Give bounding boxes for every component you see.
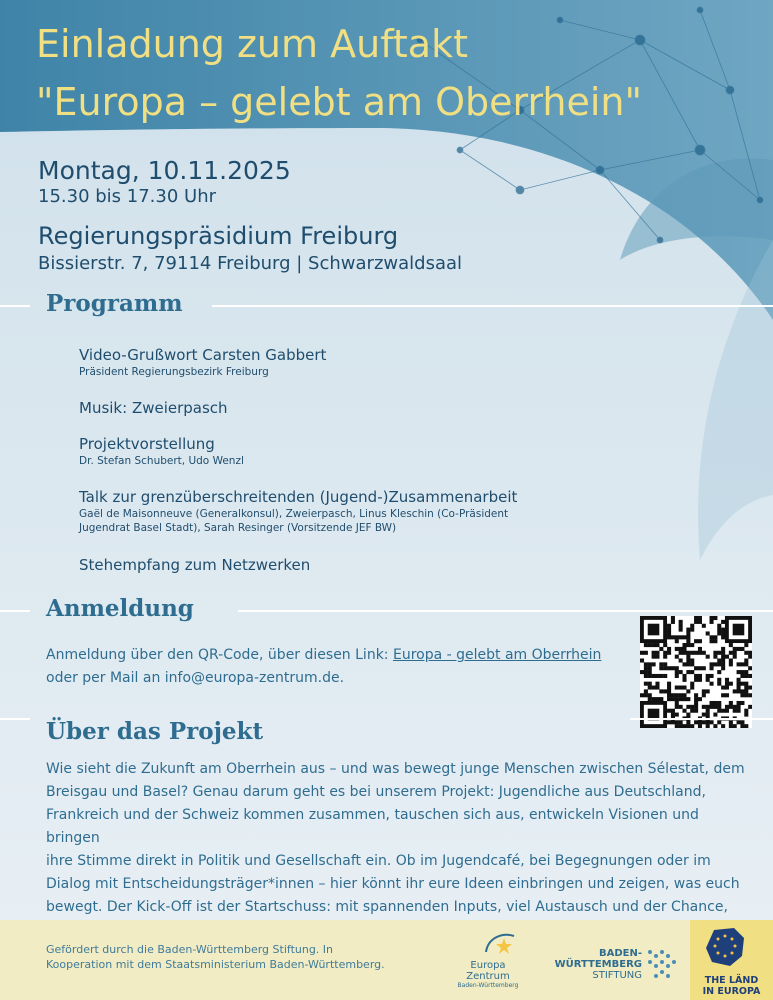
program-item-subtitle: Jugendrat Basel Stadt), Sarah Resinger (Vorsitzende JEF BW) — [79, 522, 397, 534]
europa-zentrum-logo — [448, 930, 528, 994]
section-divider — [0, 610, 30, 612]
program-item-title: Musik: Zweierpasch — [79, 399, 228, 417]
projekt-line: Frankreich und der Schweiz kommen zusammen, tauschen sich aus, entwickeln Visionen und bringen — [46, 807, 699, 846]
projekt-text — [46, 758, 756, 942]
programm-heading: Programm — [46, 290, 183, 317]
event-address: Bissierstr. 7, 79114 Freiburg | Schwarzwaldsaal — [38, 253, 463, 274]
logo-text: BADEN- — [598, 948, 642, 959]
funding-text — [46, 942, 406, 972]
star-logo-icon — [482, 930, 518, 960]
program-item-title: Stehempfang zum Netzwerken — [79, 556, 311, 574]
funding-line: Gefördert durch die Baden-Württemberg Stiftung. In — [46, 943, 334, 956]
anmeldung-text — [46, 644, 601, 667]
section-divider — [630, 718, 773, 720]
logo-text: Baden-Württemberg — [457, 982, 519, 989]
logo-text: IN EUROPA — [702, 986, 761, 997]
program-item — [79, 346, 326, 379]
program-item — [79, 488, 517, 535]
registration-link[interactable]: Europa - gelebt am Oberrhein — [392, 647, 602, 663]
projekt-line: Dialog mit Entscheidungsträger*innen – hier könnt ihr eure Ideen einbringen und zeigen, was euch — [46, 876, 740, 892]
map-logo-icon — [704, 926, 748, 968]
projekt-line: Wie sieht die Zukunft am Oberrhein aus – und was bewegt junge Menschen zwischen Sélestat, dem — [46, 761, 745, 777]
program-item-subtitle: Gaël de Maisonneuve (Generalkonsul), Zweierpasch, Linus Kleschin (Co-Präsident — [79, 508, 509, 520]
bw-stiftung-logo — [540, 946, 680, 990]
section-divider — [212, 305, 773, 307]
event-venue: Regierungspräsidium Freiburg — [38, 222, 399, 250]
program-item-title: Projektvorstellung — [79, 435, 215, 453]
logo-text: Europa — [470, 960, 506, 971]
program-item — [79, 556, 310, 575]
program-item-subtitle: Dr. Stefan Schubert, Udo Wenzl — [79, 455, 244, 467]
qr-code-icon[interactable] — [640, 616, 752, 728]
projekt-line: ihre Stimme direkt in Politik und Gesellschaft ein. Ob im Jugendcafé, bei Begegnungen oder im — [46, 853, 711, 869]
page-title: Einladung zum Auftakt — [36, 22, 468, 66]
event-time: 15.30 bis 17.30 Uhr — [38, 186, 217, 207]
projekt-line: bewegt. Der Kick-Off ist der Startschuss: mit spannenden Inputs, viel Austausch und der Chance, — [46, 899, 728, 915]
section-divider — [0, 718, 30, 720]
logo-text: Zentrum — [466, 971, 510, 982]
program-item — [79, 399, 228, 418]
program-item-subtitle: Präsident Regierungsbezirk Freiburg — [79, 366, 269, 378]
the-laend-logo — [690, 920, 773, 1000]
anmeldung-heading: Anmeldung — [46, 595, 194, 622]
dot-pattern-icon — [646, 946, 678, 982]
section-divider — [238, 610, 773, 612]
section-divider — [0, 305, 30, 307]
logo-text: STIFTUNG — [592, 970, 642, 981]
anmeldung-line1: Anmeldung über den QR-Code, über diesen Link: — [46, 647, 393, 663]
program-item-title: Video-Grußwort Carsten Gabbert — [79, 346, 327, 364]
footer — [0, 920, 773, 1000]
logo-text: WÜRTTEMBERG — [554, 959, 642, 970]
anmeldung-line2: oder per Mail an info@europa-zentrum.de. — [46, 670, 345, 686]
funding-line: Kooperation mit dem Staatsministerium Baden-Württemberg. — [46, 958, 385, 971]
logo-text: THE LÄND — [704, 975, 759, 986]
projekt-line: Breisgau und Basel? Genau darum geht es bei unserem Projekt: Jugendliche aus Deutschland, — [46, 784, 706, 800]
projekt-heading: Über das Projekt — [46, 718, 264, 745]
program-item-title: Talk zur grenzüberschreitenden (Jugend-)Zusammenarbeit — [79, 488, 518, 506]
event-date: Montag, 10.11.2025 — [38, 156, 291, 185]
program-item — [79, 435, 244, 468]
page-subtitle: "Europa – gelebt am Oberrhein" — [36, 80, 642, 124]
